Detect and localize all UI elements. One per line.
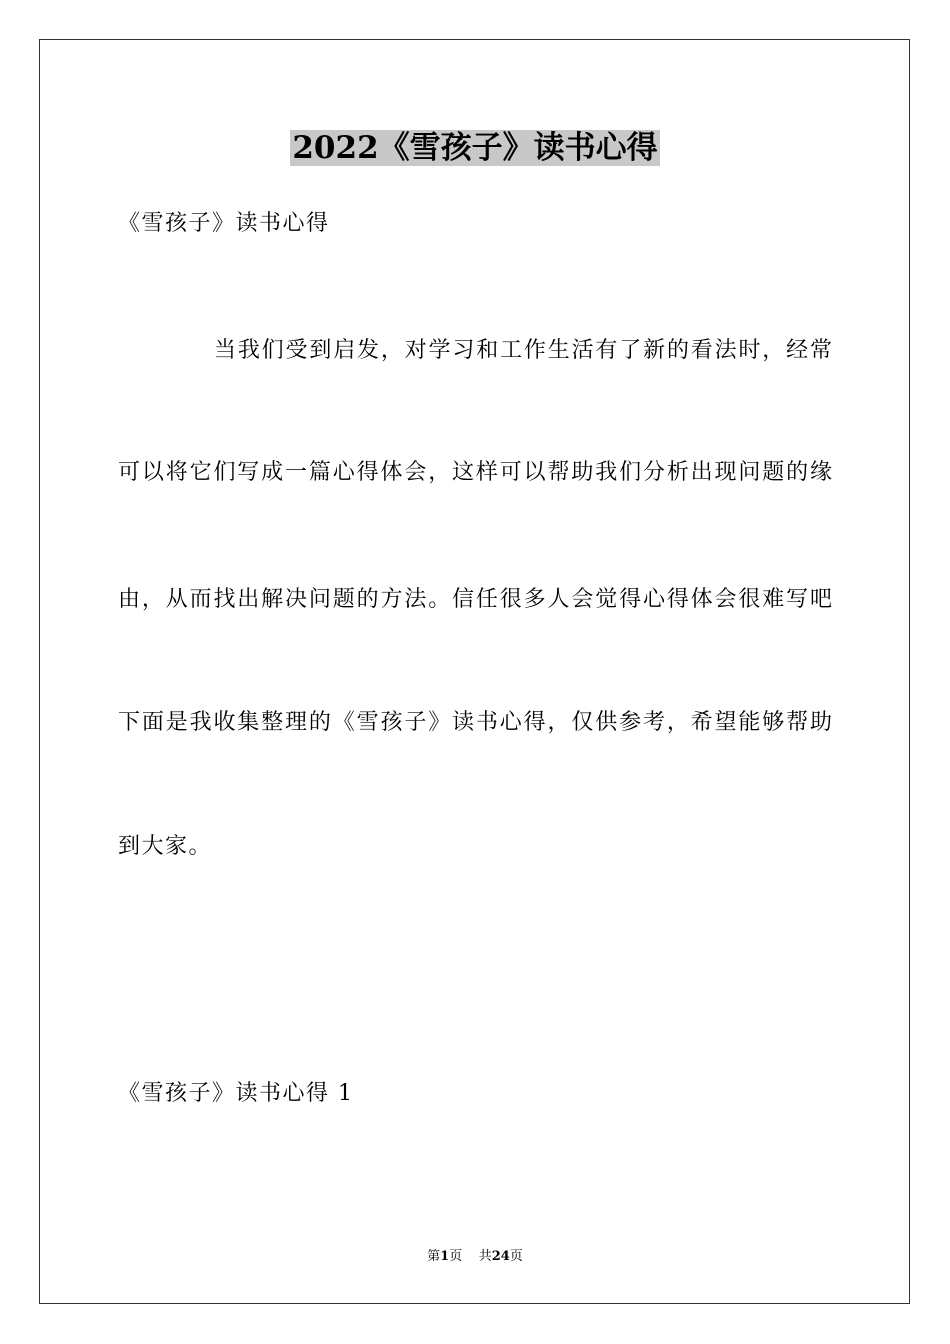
document-title-text: 2022《雪孩子》读书心得: [292, 130, 658, 166]
footer-total-prefix: 共: [478, 1249, 492, 1264]
section-heading: 《雪孩子》读书心得 1: [118, 1081, 354, 1106]
paragraph-line-3: 由，从而找出解决问题的方法。信任很多人会觉得心得体会很难写吧: [118, 587, 832, 612]
footer-total-pages: 24: [491, 1249, 510, 1264]
page-footer: [0, 1248, 950, 1266]
paragraph-line-4: 下面是我收集整理的《雪孩子》读书心得，仅供参考，希望能够帮助: [118, 710, 832, 735]
paragraph-line-1: 当我们受到启发，对学习和工作生活有了新的看法时，经常: [214, 338, 832, 363]
paragraph-line-5: 到大家。: [118, 834, 213, 859]
footer-total-suffix: 页: [509, 1249, 523, 1264]
footer-page-prefix: 第: [427, 1249, 441, 1264]
paragraph-line-2: 可以将它们写成一篇心得体会，这样可以帮助我们分析出现问题的缘: [118, 460, 832, 485]
document-subtitle: 《雪孩子》读书心得: [118, 211, 330, 236]
footer-page-number: 1: [440, 1249, 450, 1264]
document-title: [0, 126, 950, 170]
footer-page-suffix: 页: [449, 1249, 463, 1264]
